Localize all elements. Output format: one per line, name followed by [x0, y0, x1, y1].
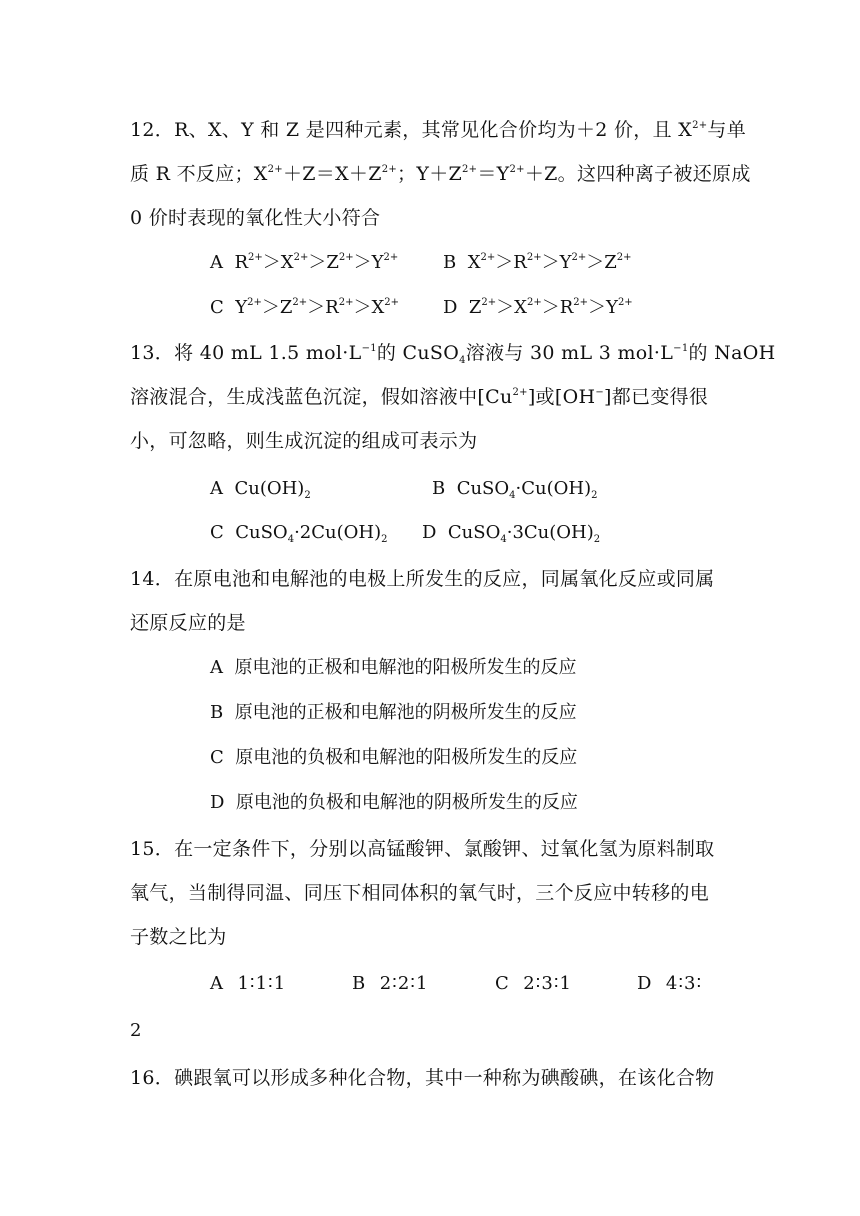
- q14-option-b: B 原电池的正极和电解池的阴极所发生的反应: [210, 702, 577, 723]
- q15-line-3: 子数之比为: [130, 926, 227, 948]
- q15-option-d: D 4∶3∶: [637, 973, 703, 994]
- q13-line-1: 13．将 40 mL 1.5 $mol\cdot L^{-1}$的 CuSO$_4$溶液与 30 mL 3 $mol\cdot L^{-1}$的 NaOH: [130, 342, 776, 366]
- q14-option-a: A 原电池的正极和电解池的阳极所发生的反应: [210, 657, 577, 678]
- q14-option-d: D 原电池的负极和电解池的阴极所发生的反应: [210, 792, 578, 813]
- q16-line-1: 16．碘跟氧可以形成多种化合物，其中一种称为碘酸碘，在该化合物: [130, 1067, 715, 1089]
- q13-option-c: C $CuSO_4\cdot 2Cu(OH)_2$: [210, 522, 388, 545]
- q14-line-1: 14．在原电池和电解池的电极上所发生的反应，同属氧化反应或同属: [130, 568, 715, 590]
- q15-option-b: B 2∶2∶1: [352, 973, 429, 994]
- q12-line-1: 12．R、X、Y 和 Z 是四种元素，其常见化合价均为＋2 价，且 $X^{2+}$与单: [130, 119, 747, 141]
- q15-option-c: C 2∶3∶1: [495, 973, 572, 994]
- q13-line-3: 小，可忽略，则生成沉淀的组成可表示为: [130, 430, 478, 452]
- q15-line-1: 15．在一定条件下，分别以高锰酸钾、氯酸钾、过氧化氢为原料制取: [130, 838, 715, 860]
- q15-line-2: 氧气，当制得同温、同压下相同体积的氧气时，三个反应中转移的电: [130, 882, 710, 904]
- q12-option-a: A $R^{2+}>X^{2+}>Z^{2+}>Y^{2+}$: [210, 252, 399, 273]
- q15-option-d-wrap: 2: [130, 1020, 142, 1041]
- q15-option-a: A 1∶1∶1: [210, 973, 287, 994]
- q13-option-b: B $CuSO_4\cdot Cu(OH)_2$: [432, 478, 598, 501]
- q12-line-3: 0 价时表现的氧化性大小符合: [130, 207, 381, 229]
- q13-option-a: A $Cu(OH)_2$: [210, 478, 311, 501]
- q13-option-d: D $CuSO_4\cdot 3Cu(OH)_2$: [422, 522, 601, 545]
- q12-line-2: 质 R 不反应；$X^{2+}+Z=X+Z^{2+}$；$Y+Z^{2+}=Y^{2+}+Z$。这四种离子被还原成: [130, 163, 751, 185]
- q12-option-c: C $Y^{2+}>Z^{2+}>R^{2+}>X^{2+}$: [210, 297, 400, 318]
- q14-option-c: C 原电池的负极和电解池的阳极所发生的反应: [210, 747, 578, 768]
- q14-line-2: 还原反应的是: [130, 612, 246, 634]
- q12-option-d: D $Z^{2+}>X^{2+}>R^{2+}>Y^{2+}$: [443, 297, 633, 318]
- q13-line-2: 溶液混合，生成浅蓝色沉淀，假如溶液中$[Cu^{2+}]$或[OH−]都已变得很: [130, 386, 709, 408]
- q12-option-b: B $X^{2+}>R^{2+}>Y^{2+}>Z^{2+}$: [443, 252, 632, 273]
